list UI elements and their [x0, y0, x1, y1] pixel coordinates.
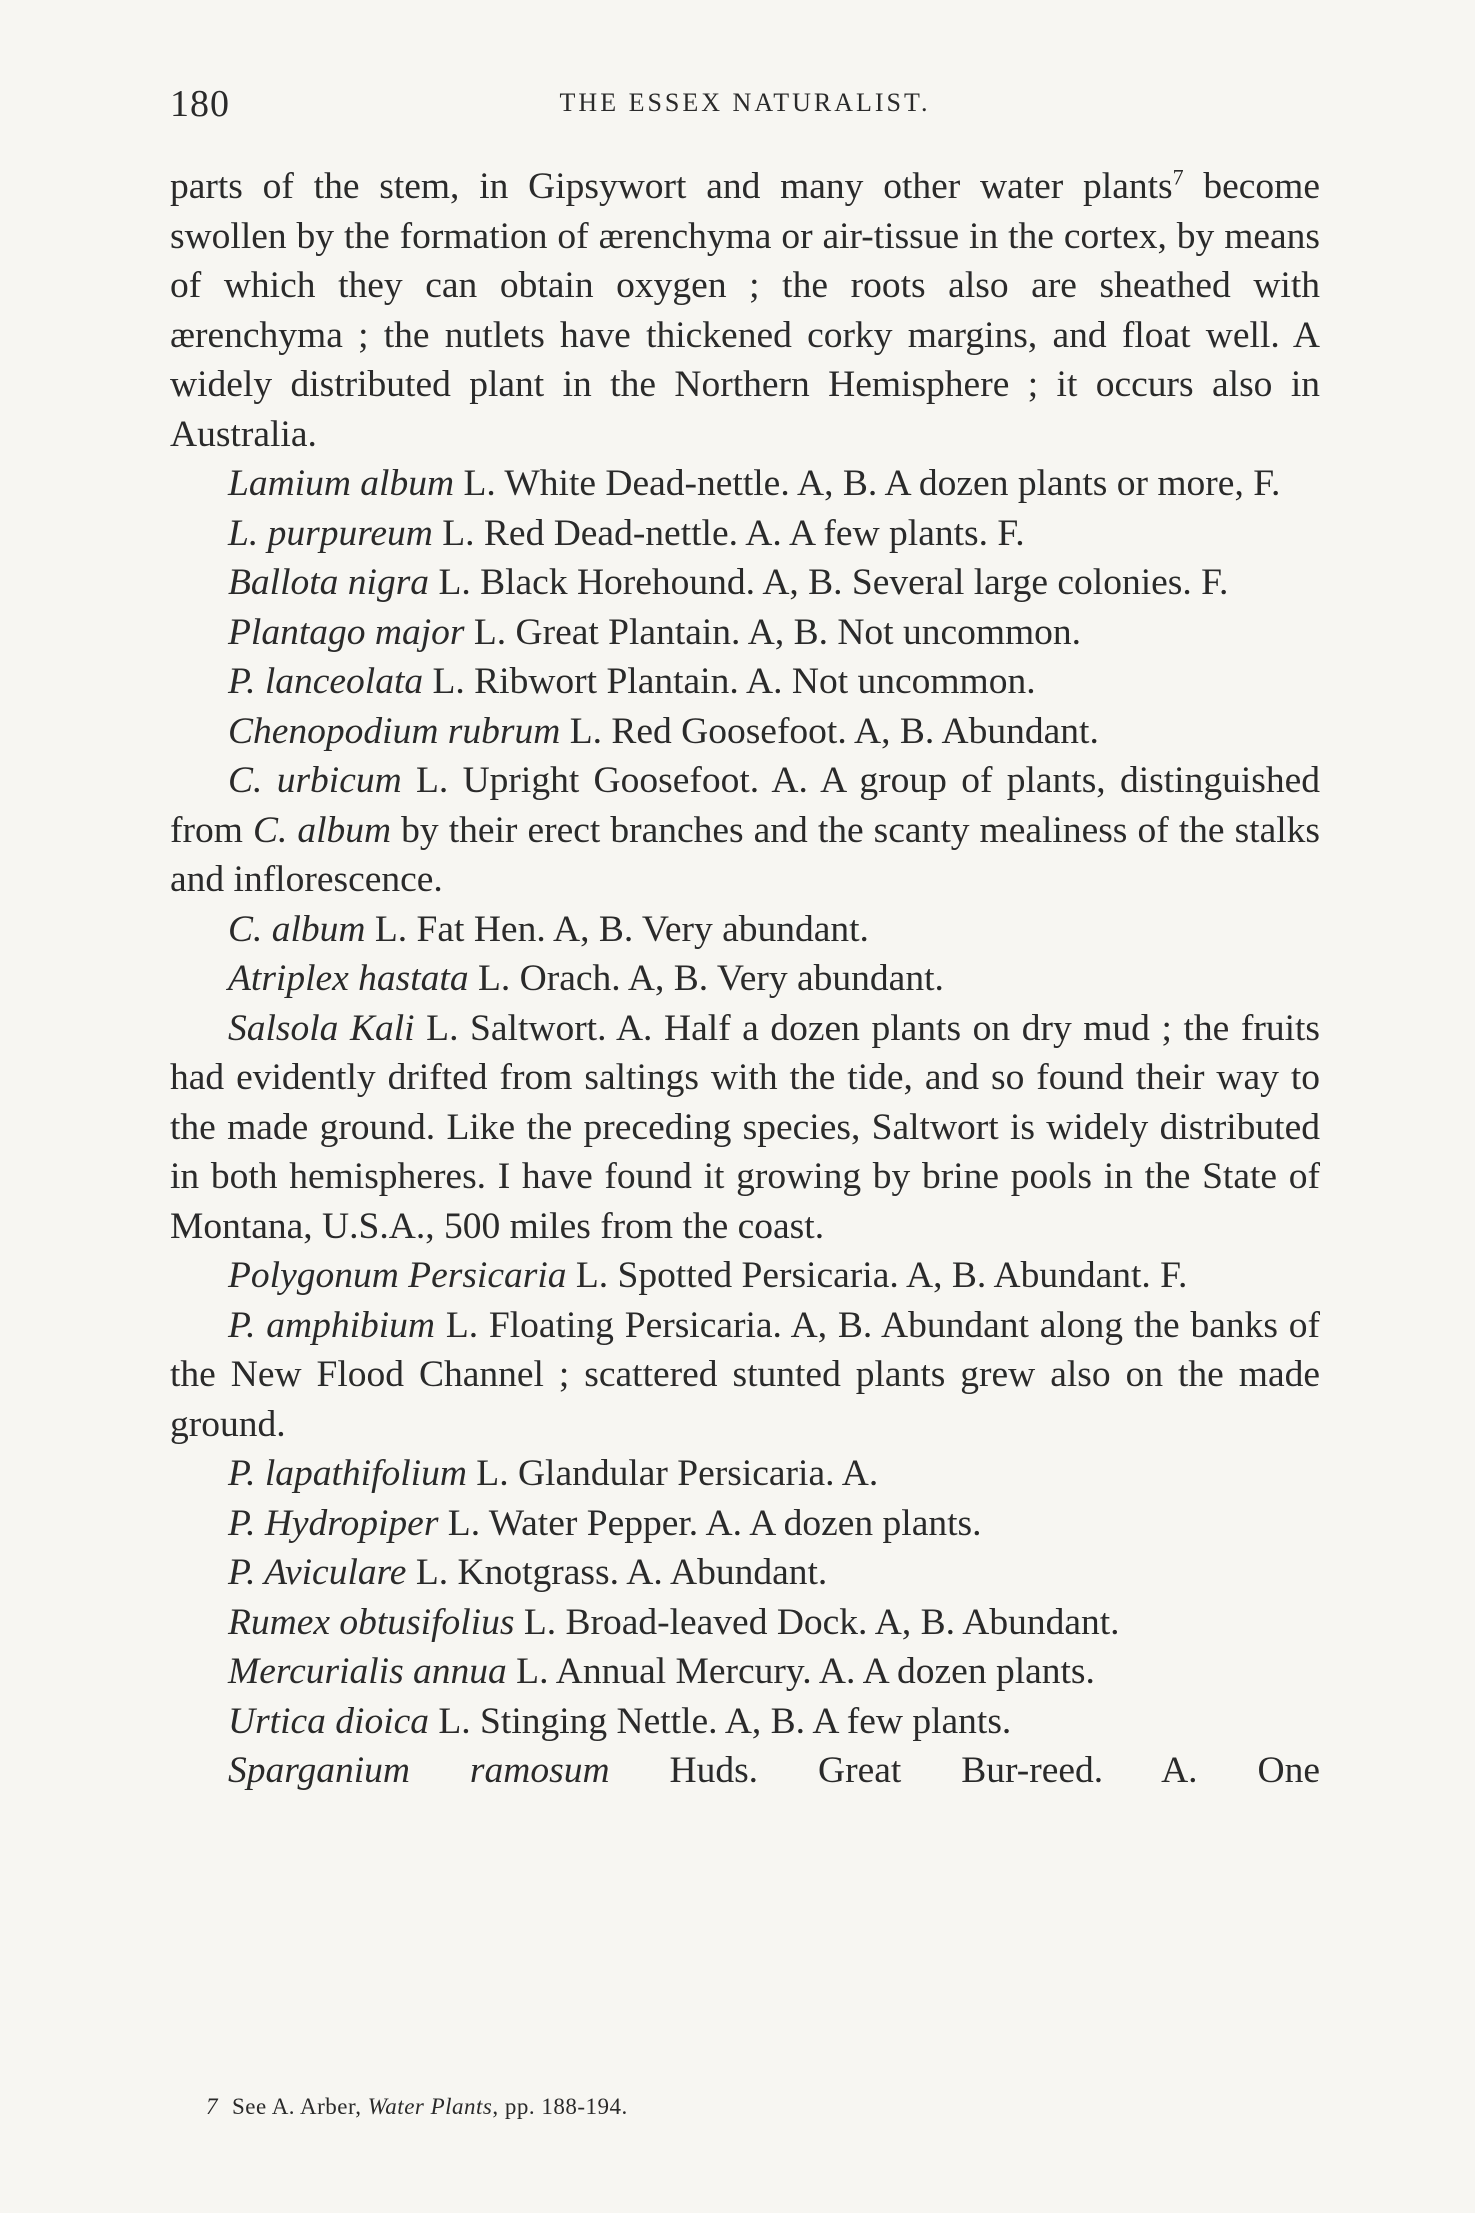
species-entry: [170, 1548, 1320, 1598]
species-name: Salsola Kali: [228, 1007, 415, 1049]
entry-text: L. Great Plantain. A, B. Not uncommon.: [464, 611, 1082, 653]
entry-text: L. Floating Persicaria. A, B. Abundant along the banks of the New Flood Channel ; scattered stunted plants grew also on the made ground.: [170, 1304, 1321, 1445]
species-entry: [170, 1449, 1320, 1499]
species-name: L. purpureum: [228, 512, 433, 554]
entry-text: Huds. Great Bur-reed. A. One: [609, 1750, 1320, 1791]
entry-text: L. Upright Goosefoot. A. A group of plants, distinguished from: [170, 760, 1320, 851]
entry-text: L. Water Pepper. A. A dozen plants.: [438, 1502, 982, 1544]
species-entry: [170, 608, 1320, 658]
footnote-mark: 7: [206, 2094, 218, 2119]
entry-text: L. Knotgrass. A. Abundant.: [406, 1552, 828, 1593]
entry-text: L. Orach. A, B. Very abundant.: [468, 958, 944, 999]
species-name: Sparganium ramosum: [228, 1750, 610, 1791]
species-name: P. Hydropiper: [228, 1502, 439, 1544]
species-name: P. amphibium: [228, 1304, 436, 1346]
entry-text: L. Red Dead-nettle. A. A few plants. F.: [432, 512, 1025, 554]
entry-text: L. Glandular Persicaria. A.: [466, 1453, 879, 1494]
species-entry: [170, 657, 1320, 707]
species-entry: [170, 1598, 1320, 1648]
species-name: Atriplex hastata: [228, 958, 469, 999]
species-name: Polygonum Persicaria: [228, 1255, 567, 1296]
species-entry: [170, 1647, 1320, 1697]
species-entry: [170, 905, 1320, 955]
species-name: Chenopodium rubrum: [228, 710, 561, 752]
species-entry: [170, 1746, 1320, 1796]
page-header: [170, 82, 1320, 132]
species-entry: [170, 1251, 1320, 1301]
species-name: Rumex obtusifolius: [228, 1601, 515, 1643]
species-name: C. album: [228, 908, 366, 950]
species-entry: [170, 509, 1320, 559]
species-entry: [170, 558, 1320, 608]
species-name: Lamium album: [228, 463, 455, 504]
species-entry: [170, 1004, 1320, 1252]
entry-text: L. Spotted Persicaria. A, B. Abundant. F.: [566, 1255, 1188, 1296]
intro-paragraph: [170, 162, 1320, 459]
species-name: P. Aviculare: [228, 1552, 407, 1593]
footnote-reference: 7: [1172, 164, 1184, 190]
entry-text: L. White Dead-nettle. A, B. A dozen plants or more, F.: [454, 463, 1281, 504]
species-name: Urtica dioica: [228, 1700, 430, 1742]
footnote-text-a: See A. Arber,: [232, 2094, 368, 2119]
intro-text-b: become swollen by the formation of ærenchyma or air-tissue in the cortex, by means of which they can obtain oxygen ; the roots also are sheathed with ærenchyma ; the nutlets have thickened corky margins, and float well. A widely distributed plant in the Northern Hemisphere ; it occurs also in Australia.: [170, 166, 1320, 455]
species-entry: [170, 954, 1320, 1004]
species-entry: [170, 459, 1320, 509]
intro-text-a: parts of the stem, in Gipsywort and many other water plants: [170, 166, 1173, 207]
entry-text-b: by their erect branches and the scanty mealiness of the stalks and inflorescence.: [170, 809, 1320, 900]
species-entry: [170, 707, 1320, 757]
entry-text: L. Fat Hen. A, B. Very abundant.: [365, 908, 869, 950]
entry-text: L. Stinging Nettle. A, B. A few plants.: [429, 1700, 1012, 1742]
entry-text: L. Saltwort. A. Half a dozen plants on dry mud ; the fruits had evidently drifted from saltings with the tide, and so found their way to the made ground. Like the preceding species, Saltwort is widely distributed in both hemispheres. I have found it growing by brine pools in the State of Montana, U.S.A., 500 miles from the coast.: [170, 1007, 1321, 1247]
species-entry: [170, 1697, 1320, 1747]
species-name: Mercurialis annua: [228, 1651, 507, 1692]
running-head: THE ESSEX NATURALIST.: [559, 88, 931, 117]
page-number: 180: [170, 83, 230, 125]
entry-text: L. Ribwort Plantain. A. Not uncommon.: [423, 661, 1036, 702]
entry-text: L. Broad-leaved Dock. A, B. Abundant.: [514, 1601, 1120, 1643]
footnote-text-b: , pp. 188-194.: [492, 2094, 628, 2119]
species-name: C. urbicum: [228, 760, 402, 801]
entry-text: L. Black Horehound. A, B. Several large colonies. F.: [429, 562, 1229, 603]
species-entry: [170, 1301, 1320, 1450]
footnote-title: Water Plants: [367, 2094, 493, 2119]
species-name-inline: C. album: [252, 809, 392, 851]
species-name: P. lanceolata: [228, 661, 424, 702]
species-entry: [170, 756, 1320, 905]
entry-text: L. Annual Mercury. A. A dozen plants.: [506, 1651, 1095, 1692]
entry-text: L. Red Goosefoot. A, B. Abundant.: [560, 710, 1099, 752]
species-entry: [170, 1499, 1320, 1549]
species-name: P. lapathifolium: [228, 1453, 467, 1494]
species-name: Plantago major: [228, 611, 465, 653]
body-text: [170, 162, 1320, 1796]
species-name: Ballota nigra: [228, 562, 430, 603]
footnote: [206, 2094, 1306, 2120]
